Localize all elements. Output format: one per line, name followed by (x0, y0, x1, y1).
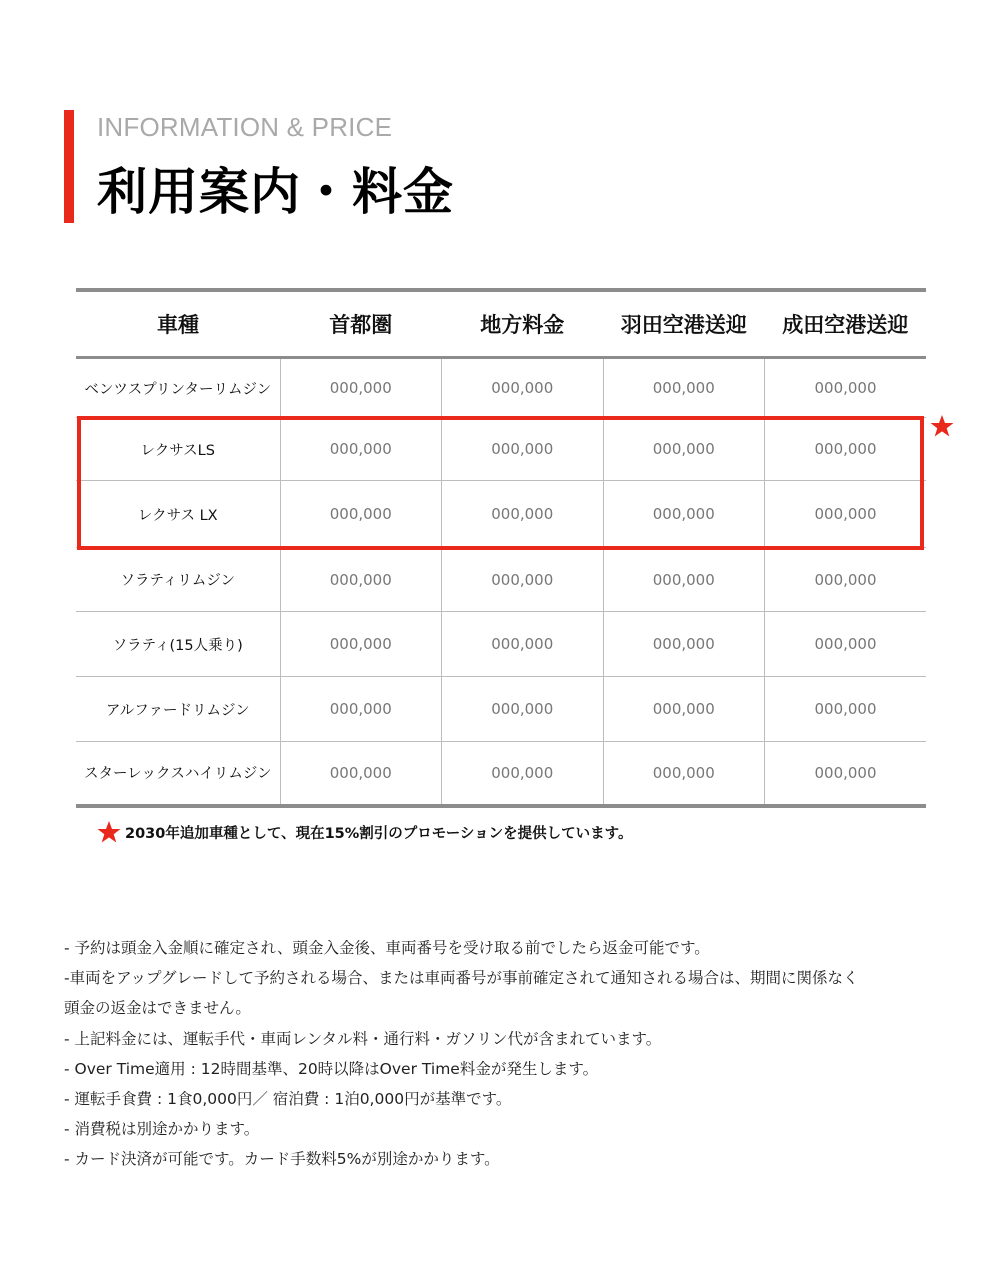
price-cell: 000,000 (280, 742, 442, 806)
car-name: ソラティ(15人乗り) (76, 612, 280, 677)
price-cell: 000,000 (603, 612, 765, 677)
table-row (76, 358, 926, 418)
price-cell: 000,000 (603, 742, 765, 806)
price-cell: 000,000 (765, 742, 927, 806)
header-regional: 地方料金 (442, 290, 604, 358)
table-row (76, 548, 926, 612)
price-cell: 000,000 (442, 742, 604, 806)
car-name: スターレックスハイリムジン (83, 766, 272, 783)
price-cell: 000,000 (280, 612, 442, 677)
price-cell: 000,000 (765, 612, 927, 677)
table-row (76, 418, 926, 481)
note-line: - Over Time適用 : 12時間基準、20時以降はOver Time料金が発生します。 (64, 1059, 599, 1078)
page-title: 利用案内・料金 (97, 163, 454, 221)
star-icon (930, 414, 954, 438)
price-cell: 000,000 (442, 677, 604, 742)
note-line: - 運転手食費 : 1食0,000円／ 宿泊費 : 1泊0,000円が基準です。 (64, 1090, 512, 1109)
price-cell: 000,000 (442, 358, 604, 418)
price-cell: 000,000 (442, 418, 604, 481)
table-header-row (76, 290, 926, 358)
price-cell: 000,000 (442, 548, 604, 612)
promotion-footnote (97, 820, 632, 844)
note-line: - 消費税は別途かかります。 (64, 1120, 260, 1139)
star-icon (97, 820, 121, 844)
price-cell: 000,000 (603, 358, 765, 418)
header-narita: 成田空港送迎 (765, 290, 927, 358)
car-name: レクサスLS (76, 418, 280, 481)
price-cell: 000,000 (280, 358, 442, 418)
price-cell: 000,000 (603, 418, 765, 481)
header-metro: 首都圏 (280, 290, 442, 358)
price-cell: 000,000 (603, 481, 765, 548)
car-name: ベンツスプリンターリムジン (76, 358, 280, 418)
car-name: アルファードリムジン (76, 677, 280, 742)
price-table (76, 288, 926, 808)
price-cell: 000,000 (280, 677, 442, 742)
price-cell: 000,000 (442, 612, 604, 677)
car-name: ソラティリムジン (76, 548, 280, 612)
note-line: -車両をアップグレードして予約される場合、または車両番号が事前確定されて通知される場合は、期間に関係なく (64, 969, 859, 988)
title-accent-bar (64, 110, 74, 223)
price-cell: 000,000 (280, 418, 442, 481)
footnote-text: 2030年追加車種として、現在15%割引のプロモーションを提供しています。 (125, 825, 633, 842)
price-cell: 000,000 (765, 548, 927, 612)
header-car-type: 車種 (76, 290, 280, 358)
price-cell: 000,000 (765, 418, 927, 481)
table-row (76, 677, 926, 742)
table-row (76, 612, 926, 677)
note-line: - 予約は頭金入金順に確定され、頭金入金後、車両番号を受け取る前でしたら返金可能です。 (64, 939, 710, 957)
price-cell: 000,000 (765, 358, 927, 418)
car-name: レクサス LX (76, 481, 280, 548)
section-eyebrow: INFORMATION & PRICE (97, 112, 393, 142)
table-row (76, 742, 926, 806)
table-row (76, 481, 926, 548)
header-haneda: 羽田空港送迎 (603, 290, 765, 358)
price-cell: 000,000 (765, 677, 927, 742)
note-line: - 上記料金には、運転手代・車両レンタル料・通行料・ガソリン代が含まれています。 (64, 1029, 662, 1048)
note-line: - カード決済が可能です。カード手数料5%が別途かかります。 (64, 1150, 500, 1169)
terms-notes (64, 933, 934, 1175)
price-cell: 000,000 (280, 548, 442, 612)
price-cell: 000,000 (765, 481, 927, 548)
price-table-container (76, 288, 926, 808)
price-cell: 000,000 (603, 548, 765, 612)
price-cell: 000,000 (603, 677, 765, 742)
price-cell: 000,000 (280, 481, 442, 548)
note-line: 頭金の返金はできません。 (64, 999, 251, 1018)
price-cell: 000,000 (442, 481, 604, 548)
